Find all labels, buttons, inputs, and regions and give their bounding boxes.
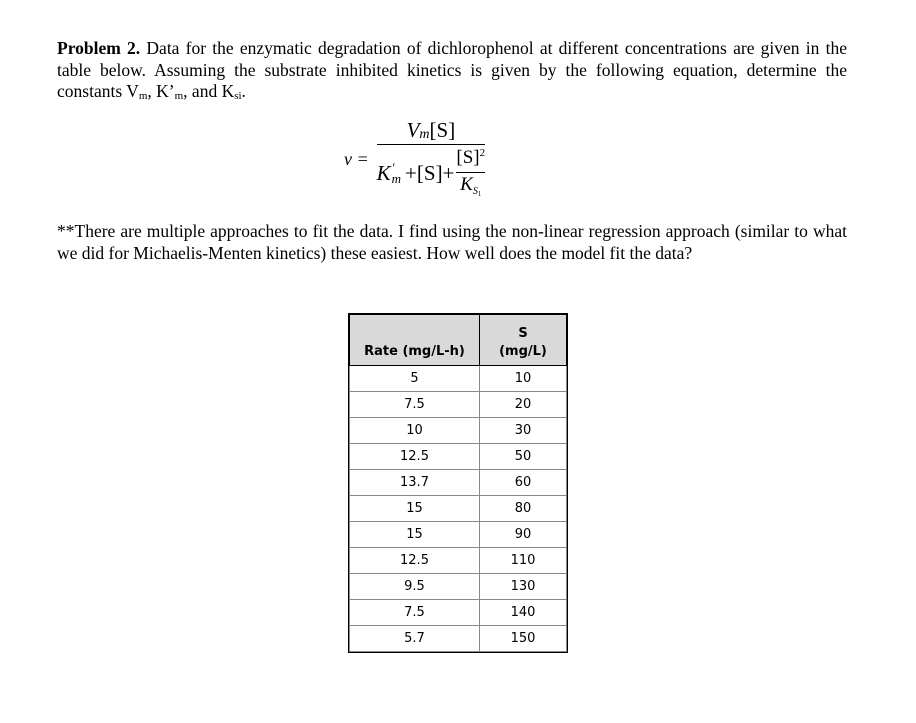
rate-cell: 15 <box>350 522 480 548</box>
s-cell: 150 <box>480 626 567 652</box>
rate-cell: 7.5 <box>350 600 480 626</box>
rate-cell: 7.5 <box>350 392 480 418</box>
rate-cell: 15 <box>350 496 480 522</box>
s-cell: 20 <box>480 392 567 418</box>
main-fraction <box>377 118 486 199</box>
table-row <box>350 470 567 496</box>
numerator: V m [S] <box>406 118 456 142</box>
rate-cell: 5 <box>350 366 480 392</box>
inhibition-fraction: $[S]^2$ $K_{S1}$ <box>456 147 486 198</box>
table-row <box>350 392 567 418</box>
rate-cell: 10 <box>350 418 480 444</box>
s-cell: 50 <box>480 444 567 470</box>
table-row <box>350 574 567 600</box>
s-cell: 140 <box>480 600 567 626</box>
s-cell: 80 <box>480 496 567 522</box>
table-row <box>350 626 567 652</box>
header-rate: Rate (mg/L-h) <box>350 315 480 366</box>
header-s: S (mg/L) <box>480 315 567 366</box>
rate-cell: 9.5 <box>350 574 480 600</box>
table-row <box>350 600 567 626</box>
denominator: K ′ m +[S]+ $[S]^2$ $K_{S1}$ <box>376 147 486 198</box>
note: **There are multiple approaches to fit the data. I find using the non-linear regression approach (similar to what we did for Michaelis-Menten kinetics) these easiest. How well does the model fit the data? <box>57 221 847 263</box>
table-row <box>350 548 567 574</box>
s-cell: 110 <box>480 548 567 574</box>
equation-lhs: v = <box>344 148 369 169</box>
problem-label: Problem 2. <box>57 38 141 58</box>
rate-cell: 12.5 <box>350 548 480 574</box>
s-cell: 30 <box>480 418 567 444</box>
table-row <box>350 522 567 548</box>
rate-cell: 12.5 <box>350 444 480 470</box>
s-cell: 90 <box>480 522 567 548</box>
rate-cell: 5.7 <box>350 626 480 652</box>
s-cell: 60 <box>480 470 567 496</box>
table-row <box>350 496 567 522</box>
table-row <box>350 366 567 392</box>
s-cell: 10 <box>480 366 567 392</box>
s-cell: 130 <box>480 574 567 600</box>
rate-cell: 13.7 <box>350 470 480 496</box>
table-row <box>350 418 567 444</box>
fraction-bar <box>377 144 486 145</box>
problem-statement: Problem 2. Data for the enzymatic degradation of dichlorophenol at different concentrations are given in the table below. Assuming the substrate inhibited kinetics is given by the following equation, determine the constants Vm, K’m, and Ksi. <box>57 38 847 102</box>
table-row <box>350 444 567 470</box>
data-table <box>349 314 567 652</box>
equation <box>344 118 485 199</box>
